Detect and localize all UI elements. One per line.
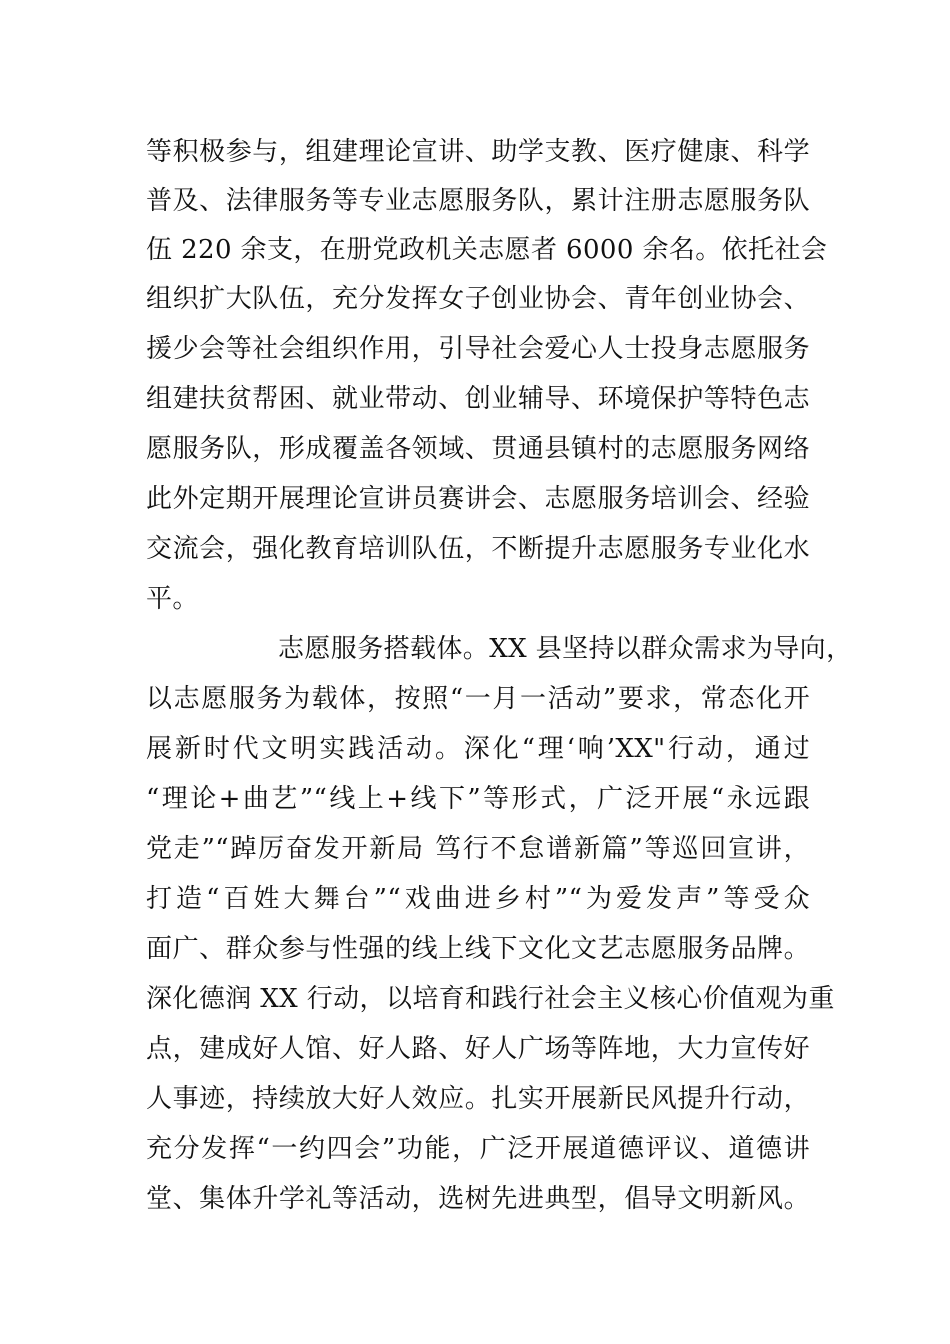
text-line: 伍 220 余支，在册党政机关志愿者 6000 余名。依托社会 bbox=[146, 235, 828, 265]
text-line: 面广、群众参与性强的线上线下文化文艺志愿服务品牌。 bbox=[146, 934, 810, 964]
text-line: 打造“百姓大舞台”“戏曲进乡村”“为爱发声”等受众 bbox=[146, 884, 810, 914]
text-line: 普及、法律服务等专业志愿服务队，累计注册志愿服务队 bbox=[146, 186, 810, 216]
text-line: 此外定期开展理论宣讲员赛讲会、志愿服务培训会、经验 bbox=[146, 484, 810, 514]
paragraph-heading-line: 志愿服务搭载体。XX 县坚持以群众需求为导向， bbox=[278, 634, 853, 664]
text-line: 组建扶贫帮困、就业带动、创业辅导、环境保护等特色志 bbox=[146, 384, 810, 414]
text-line: 等积极参与，组建理论宣讲、助学支教、医疗健康、科学 bbox=[146, 137, 810, 167]
text-line: 党走”“踔厉奋发开新局 笃行不怠谱新篇”等巡回宣讲， bbox=[146, 834, 810, 864]
text-line: 人事迹，持续放大好人效应。扎实开展新民风提升行动， bbox=[146, 1084, 810, 1114]
text-line: 点，建成好人馆、好人路、好人广场等阵地，大力宣传好 bbox=[146, 1034, 810, 1064]
text-line: 援少会等社会组织作用，引导社会爱心人士投身志愿服务 bbox=[146, 334, 810, 364]
text-line: 愿服务队，形成覆盖各领域、贯通县镇村的志愿服务网络 bbox=[146, 434, 810, 464]
text-line: 展新时代文明实践活动。深化“理‘响’XX"行动，通过 bbox=[146, 734, 810, 764]
text-line: 平。 bbox=[146, 584, 199, 614]
text-line: 充分发挥“一约四会”功能，广泛开展道德评议、道德讲 bbox=[146, 1134, 810, 1164]
text-line: 深化德润 XX 行动，以培育和践行社会主义核心价值观为重 bbox=[146, 984, 835, 1014]
text-line: 交流会，强化教育培训队伍，不断提升志愿服务专业化水 bbox=[146, 534, 810, 564]
text-line: 组织扩大队伍，充分发挥女子创业协会、青年创业协会、 bbox=[146, 284, 810, 314]
text-line: “理论+曲艺”“线上+线下”等形式，广泛开展“永远跟 bbox=[146, 784, 810, 814]
text-line: 堂、集体升学礼等活动，选树先进典型，倡导文明新风。 bbox=[146, 1184, 810, 1214]
text-line: 以志愿服务为载体，按照“一月一活动”要求，常态化开 bbox=[146, 684, 810, 714]
